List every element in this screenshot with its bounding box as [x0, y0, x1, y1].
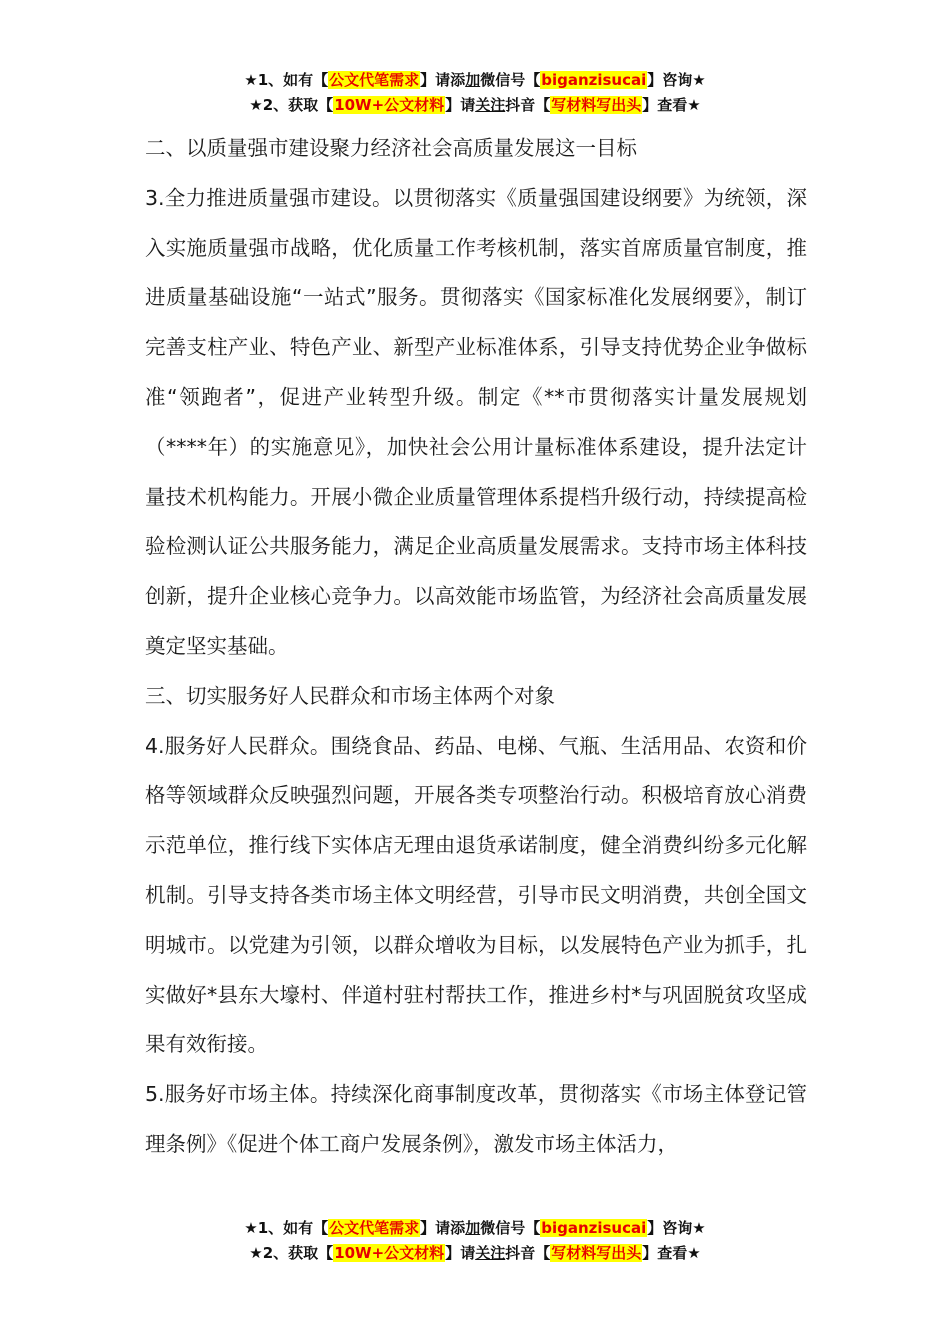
promo-line-2	[0, 93, 950, 118]
promo-highlight: biganzisucai	[541, 71, 647, 89]
promo-text: 】咨询★	[647, 1219, 706, 1237]
promo-highlight: 写材料写出头	[551, 1244, 642, 1262]
promo-text: 加	[465, 1219, 481, 1237]
promo-text: 】请添	[420, 71, 466, 89]
promo-line-1	[0, 68, 950, 93]
promo-text: 微信号【	[480, 71, 541, 89]
promo-text: 】请	[445, 96, 476, 114]
document-body	[145, 124, 807, 1170]
promo-banner-top	[0, 68, 950, 118]
promo-text: 微信号【	[480, 1219, 541, 1237]
promo-text: 关注	[475, 1244, 506, 1262]
promo-banner-bottom	[0, 1216, 950, 1266]
promo-text: 】请	[445, 1244, 476, 1262]
promo-highlight: 写材料写出头	[551, 96, 642, 114]
promo-text: 关注	[475, 96, 506, 114]
paragraph-3: 3.全力推进质量强市建设。以贯彻落实《质量强国建设纲要》为统领，深入实施质量强市战略，优化质量工作考核机制，落实首席质量官制度，推进质量基础设施“一站式”服务。贯彻落实《国家标准化发展纲要》，制订完善支柱产业、特色产业、新型产业标准体系，引导支持优势企业争做标准“领跑者”，促进产业转型升级。制定《**市贯彻落实计量发展规划（****年）的实施意见》，加快社会公用计量标准体系建设，提升法定计量技术机构能力。开展小微企业质量管理体系提档升级行动，持续提高检验检测认证公共服务能力，满足企业高质量发展需求。支持市场主体科技创新，提升企业核心竞争力。以高效能市场监管，为经济社会高质量发展奠定坚实基础。	[145, 185, 807, 658]
promo-text: ★1、如有【	[244, 1219, 329, 1237]
promo-text: ★1、如有【	[244, 71, 329, 89]
promo-text: ★2、获取【	[249, 96, 334, 114]
paragraph-4: 4.服务好人民群众。围绕食品、药品、电梯、气瓶、生活用品、农资和价格等领域群众反映强烈问题，开展各类专项整治行动。积极培育放心消费示范单位，推行线下实体店无理由退货承诺制度，健全消费纠纷多元化解机制。引导支持各类市场主体文明经营，引导市民文明消费，共创全国文明城市。以党建为引领，以群众增收为目标，以发展特色产业为抓手，扎实做好*县东大壕村、伴道村驻村帮扶工作，推进乡村*与巩固脱贫攻坚成果有效衔接。	[145, 733, 807, 1057]
promo-highlight: 10W+公文材料	[334, 1244, 445, 1262]
section-heading-3: 三、切实服务好人民群众和市场主体两个对象	[145, 683, 555, 708]
paragraph-5: 5.服务好市场主体。持续深化商事制度改革，贯彻落实《市场主体登记管理条例》《促进个体工商户发展条例》，激发市场主体活力，	[145, 1082, 807, 1156]
promo-text: ★2、获取【	[249, 1244, 334, 1262]
promo-text: 抖音【	[505, 1244, 551, 1262]
promo-text: 】咨询★	[647, 71, 706, 89]
promo-text: 加	[465, 71, 481, 89]
section-heading-2: 二、以质量强市建设聚力经济社会高质量发展这一目标	[145, 136, 637, 160]
promo-highlight: 10W+公文材料	[334, 96, 445, 114]
promo-text: 抖音【	[505, 96, 551, 114]
promo-highlight: 公文代笔需求	[329, 1219, 420, 1237]
promo-line-1	[0, 1216, 950, 1241]
promo-highlight: biganzisucai	[541, 1219, 647, 1237]
promo-text: 】查看★	[642, 96, 701, 114]
promo-text: 】查看★	[642, 1244, 701, 1262]
promo-text: 】请添	[420, 1219, 466, 1237]
promo-line-2	[0, 1241, 950, 1266]
promo-highlight: 公文代笔需求	[329, 71, 420, 89]
